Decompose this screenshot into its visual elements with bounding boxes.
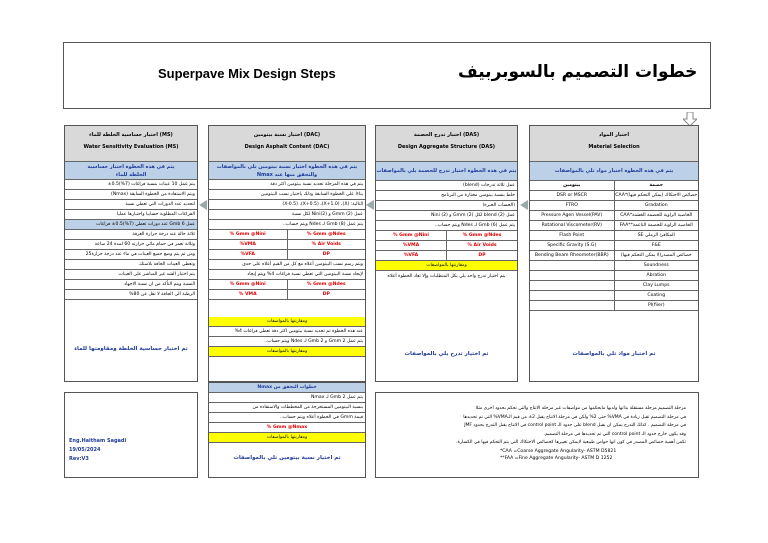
material-row xyxy=(530,211,698,221)
material-row xyxy=(530,271,698,281)
das-column xyxy=(375,125,518,382)
ms-step: وتعطى العينات الجافة بلاستك xyxy=(65,260,197,270)
criteria-cell: DP xyxy=(322,252,330,257)
ms-step: يتم عمل 10 عينات بنسبة فراغات (7%)0.5± xyxy=(65,180,197,190)
material-desc: يتم في هذه الخطوة اختبار مواد تلي بالمواصفات xyxy=(530,162,698,181)
dac-chart-note: ويتم رسم نسب البيتومين أعلاه مع كل من القيم أعلاه على حدى xyxy=(209,260,365,270)
das-steps xyxy=(376,181,517,231)
criteria-cell: % Gmm @Ndes xyxy=(306,232,346,237)
criteria-row xyxy=(376,231,517,241)
dac-pick-note: لإيجاد نسبة البيتومين التي تعطي نسبة فراغات 4% ويتم إيجاد xyxy=(209,270,365,280)
bitumen-cell: FTRO xyxy=(530,201,615,210)
ms-step: الفراغات المطلوبة حسابيا واختبارها عمليا xyxy=(65,210,197,220)
author-box xyxy=(64,392,198,478)
criteria-cell: %VFA xyxy=(209,250,288,259)
note-line: تكمن أهمية خصائص المصدر في كون انها خواص طبيعية لايمكن تغييرها كخصائص الاحتكاك التي يتم التحكم فيها في الكسارة. xyxy=(456,440,686,445)
material-row xyxy=(530,301,698,311)
material-row xyxy=(530,281,698,291)
nmax-cell: % Gmm @Nmax xyxy=(209,423,365,433)
criteria-cell: % Gmm @Ndes xyxy=(306,282,346,287)
material-row xyxy=(530,291,698,301)
aggregate-cell: PI(fiier) xyxy=(647,303,665,308)
note-line: مرحلة التصميم مرحلة مستقلة بذاتها ولديها مايحكمها من مواصفات غير مرحلة الانتاج والتي تحكم بحدود اخرى مثلا xyxy=(475,406,686,411)
dac-desc: يتم في هذه الخطوة اختيار نسبة بيتومين تلي بالمواصفات والتحقق منها عند Nmax xyxy=(209,162,365,180)
dac-footer: تم اختيار نسبة بيتومين تلي بالمواصفات xyxy=(233,455,341,461)
ms-footer: تم اختبار حساسية الخلطة ومقاومتها للماء xyxy=(74,346,188,352)
ms-title-en: Water Sensitivity Evaluation (MS) xyxy=(83,144,179,150)
das-step: يتم عمل Gmb (6) لـ Ndes ويتم حساب.. xyxy=(376,221,517,231)
ms-step: الرطبة الى الجافة لا تقل عن 80% xyxy=(65,290,197,300)
criteria-row xyxy=(209,250,365,260)
ms-column xyxy=(64,125,198,382)
material-row xyxy=(530,261,698,271)
aggregate-col-head: حصمة xyxy=(649,183,664,188)
criteria-cell: % Gmm @Nini xyxy=(209,230,288,239)
author-date: 19/05/2024 xyxy=(69,447,101,453)
ms-step: لتحديد عدد الدورات التي تعطي نسبة xyxy=(65,200,197,210)
aggregate-cell: Abration xyxy=(646,273,667,278)
ms-step: عمل Gmb 6 عند دورات تعطي (7%)0.5± فراغات xyxy=(65,220,197,230)
arrow-down-icon xyxy=(683,112,697,126)
material-table-body xyxy=(530,191,698,311)
ms-step: ومن ثم يتم وضع جميع العينات في ماء عند درجة حرارة25 xyxy=(65,250,197,260)
dac-title-ar: اختبار نسبة بيتومين (DAC) xyxy=(253,132,321,138)
aggregate-cell: المكافئ الرملي SE xyxy=(637,233,675,238)
bitumen-col-head: بيتومين xyxy=(530,181,615,190)
criteria-row xyxy=(209,230,365,240)
dac-steps xyxy=(209,180,365,230)
criteria-cell: DP xyxy=(322,292,330,297)
dac-steps-2 xyxy=(209,337,365,347)
das-step: عمل (2) blend لكل Gmm (2) و Nini (2) xyxy=(376,211,517,221)
material-title-en: Material Selection xyxy=(588,144,640,150)
dac-verify: عند هذه الخطوة تم تحديد نسبة بيتومين اكثر دقة تعطي فراغات 4% xyxy=(209,327,365,337)
criteria-row xyxy=(209,290,365,300)
aggregate-cell: Clay Lumps xyxy=(642,283,670,288)
criteria-row xyxy=(376,241,517,251)
dac-criteria-1 xyxy=(209,230,365,260)
ms-step: ويتم الاستفادة من الخطوة السابقة (Nmax) xyxy=(65,190,197,200)
ms-desc: يتم في هذه الخطوة اختبار حساسية الخلطة للماء xyxy=(65,162,197,180)
dac-compare-2: ومقارنتها بالمواصفات xyxy=(209,347,365,357)
bitumen-cell xyxy=(530,281,615,290)
material-row xyxy=(530,231,698,241)
notes-box xyxy=(375,392,699,478)
das-step: عمل ثلاثة تدرجات (blend) xyxy=(376,181,517,191)
dac-title-en: Design Asphalt Content (DAC) xyxy=(244,144,330,150)
criteria-cell: %VFA xyxy=(376,251,447,260)
criteria-cell: % Gmm @Nini xyxy=(376,231,447,240)
material-row xyxy=(530,251,698,261)
criteria-row xyxy=(376,251,517,261)
dac-criteria-2 xyxy=(209,280,365,300)
ms-step: وثلاثة تغمر في حمام مائي حرارته 60 لمدة 24 ساعة xyxy=(65,240,197,250)
aggregate-cell: Coating xyxy=(647,293,666,298)
nmax-step: يتم عمل Gmb 2 لـ Nmax xyxy=(209,393,365,403)
bitumen-cell xyxy=(530,291,615,300)
bitumen-cell: Specific Gravity (S.G) xyxy=(530,241,615,250)
material-title-ar: اختبار المواد xyxy=(598,132,630,138)
criteria-cell: % Air Voids xyxy=(311,242,341,247)
material-row xyxy=(530,201,698,211)
criteria-cell: DP xyxy=(478,253,486,258)
author-rev: Rev:V3 xyxy=(69,456,89,462)
dac-compare-1: ومقارنتها بالمواصفات xyxy=(209,317,365,327)
das-desc: يتم في هذه الخطوة اختبار تدرج للحصمة يلي بالمواصفات xyxy=(376,162,517,181)
criteria-cell: % Gmm @Ndes xyxy=(462,233,502,238)
page-title-ar: خطوات التصميم بالسوبربيف xyxy=(458,62,698,82)
criteria-cell: %VMA xyxy=(209,240,288,249)
material-column xyxy=(529,125,699,382)
das-step: خلط بنسبة بيتومين مختارة من البرنامج xyxy=(376,191,517,201)
arrow-left-icon-3 xyxy=(199,200,207,210)
material-row xyxy=(530,241,698,251)
dac-step: عمل (2) Gmm و Nini(2) لكل نسبة xyxy=(209,210,365,220)
aggregate-cell: Gradation xyxy=(644,203,668,208)
bitumen-cell xyxy=(530,301,615,310)
bitumen-cell: Bending Beam Rheometer(BBR) xyxy=(530,251,615,260)
criteria-cell: % VMA xyxy=(209,290,288,299)
aggregate-cell: F&E xyxy=(651,243,661,248)
criteria-cell: % Air Voids xyxy=(467,243,497,248)
ms-step: ثلاثة حالة عند درجة حرارة الغرفة xyxy=(65,230,197,240)
nmax-steps xyxy=(209,393,365,423)
dac-step: التالية: (X)، (X+1.0)، (X+0.5)، (X-0.5) xyxy=(209,200,365,210)
bitumen-cell: DSR or MSCR xyxy=(530,191,615,200)
note-line: وقد يكون خارج حدود الـ control point التي تم تحديدها في مرحلة التصميم. xyxy=(543,431,686,437)
material-row xyxy=(530,221,698,231)
bitumen-cell: Pressure Agen Vessel(PAV) xyxy=(530,211,615,220)
material-row xyxy=(530,191,698,201)
dac-step-2: يتم عمل Gmm 2 و Gmb 2 لـ Ndes ويتم حساب.. xyxy=(209,337,365,347)
dac-step: يتم في هذه المرحلة تحديد نسبة بيتومين اكثر دقة xyxy=(209,180,365,190)
bitumen-cell: Rotational Viscometer(RV) xyxy=(530,221,615,230)
criteria-row xyxy=(209,280,365,290)
nmax-step: بنسبة البيتومين المستخرجة من المخططات والاستفادة من xyxy=(209,403,365,413)
criteria-row xyxy=(209,240,365,250)
material-table-head xyxy=(530,181,698,191)
author-name: Eng.Haitham Sagadi xyxy=(69,438,127,444)
criteria-cell: %VMA xyxy=(376,241,447,250)
das-compare: ومقارنتها بالمواصفات xyxy=(376,261,517,271)
das-footer: تم اختيار تدرج يلي بالمواصفات xyxy=(404,351,489,357)
ms-title-ar: اختبار حساسية الخلطة للماء (MS) xyxy=(89,132,173,138)
aggregate-cell: خصائص المصدر(لا يمكن التحكم فيها) xyxy=(620,253,692,258)
aggregate-cell: خصائص الاحتكاك (يمكن التحكم فيها)*CAA xyxy=(615,193,698,198)
notes-list xyxy=(382,405,686,448)
das-title-en: Design Aggregate Structure (DAS) xyxy=(397,144,496,150)
note-ref-faa: **FAA =Fine Aggregate Angularity- ASTM D 1252 xyxy=(500,455,613,461)
nmax-header: خطوات التحقق من Nmax xyxy=(209,383,365,393)
criteria-cell: % Gmm @Nini xyxy=(209,280,288,289)
bitumen-cell xyxy=(530,261,615,270)
ms-steps xyxy=(65,180,197,300)
dac-lower xyxy=(209,317,365,357)
dac-step: يتم عمل (8) Gmb لـ Ndes ويتم حساب.. xyxy=(209,220,365,230)
note-ref-caa: *CAA =Coarse Aggregate Angularity- ASTM D5821 xyxy=(500,448,617,454)
page-title-en: Superpave Mix Design Steps xyxy=(158,66,336,81)
note-line: في مرحلة التصميم . كذلك التدرج يمكن ان يقبل blend على حدود الـ control point في الانتاج يقبل التدرج بحدود JMF xyxy=(464,423,686,428)
aggregate-cell: الخاصية الزاوية للحصمة الناعمة**FAA xyxy=(619,223,693,228)
arrow-left-icon xyxy=(520,200,528,210)
note-line: في مرحلة التصميم تقبل زيادة في VMA% حتى 2% ولكن في مرحلة الانتاج يقبل 2± من قيم الـVMA% التي تم تحديدها xyxy=(463,414,686,420)
das-step: (الحساب الخبرة) xyxy=(376,201,517,211)
aggregate-cell: Soundness xyxy=(643,263,669,268)
das-title-ar: اختبار تدرج الحصمة (DAS) xyxy=(413,132,480,138)
das-pick: يتم اختيار تدرج واحد يلي بكل المتطلبات وإلا تعاد الخطوة أعلاه xyxy=(387,274,506,279)
ms-step: النسبة ويتم التأكد من ان نسبة الاجهاد xyxy=(65,280,197,290)
dac-compare-3: ومقارنتها بالمواصفات xyxy=(209,433,365,443)
arrow-left-icon-2 xyxy=(366,200,374,210)
nmax-step: قيمة Gmm في الخطوة أعلاه ويتم حساب.. xyxy=(209,413,365,423)
das-criteria xyxy=(376,231,517,261)
bitumen-cell: Flash Point xyxy=(530,231,615,240)
dac-nmax-block xyxy=(208,382,366,478)
dac-step: بناءا على الخطوة السابقة وذلك باختيار نسب البيتومين xyxy=(209,190,365,200)
ms-step: يتم اختبار الشد غير المباشر على العينات xyxy=(65,270,197,280)
material-footer: تم اختبار مواد تلي بالمواصفات xyxy=(572,351,656,357)
aggregate-cell: الخاصية الزاوية للحصمة الخشنة*CAA xyxy=(620,213,693,218)
bitumen-cell xyxy=(530,271,615,280)
